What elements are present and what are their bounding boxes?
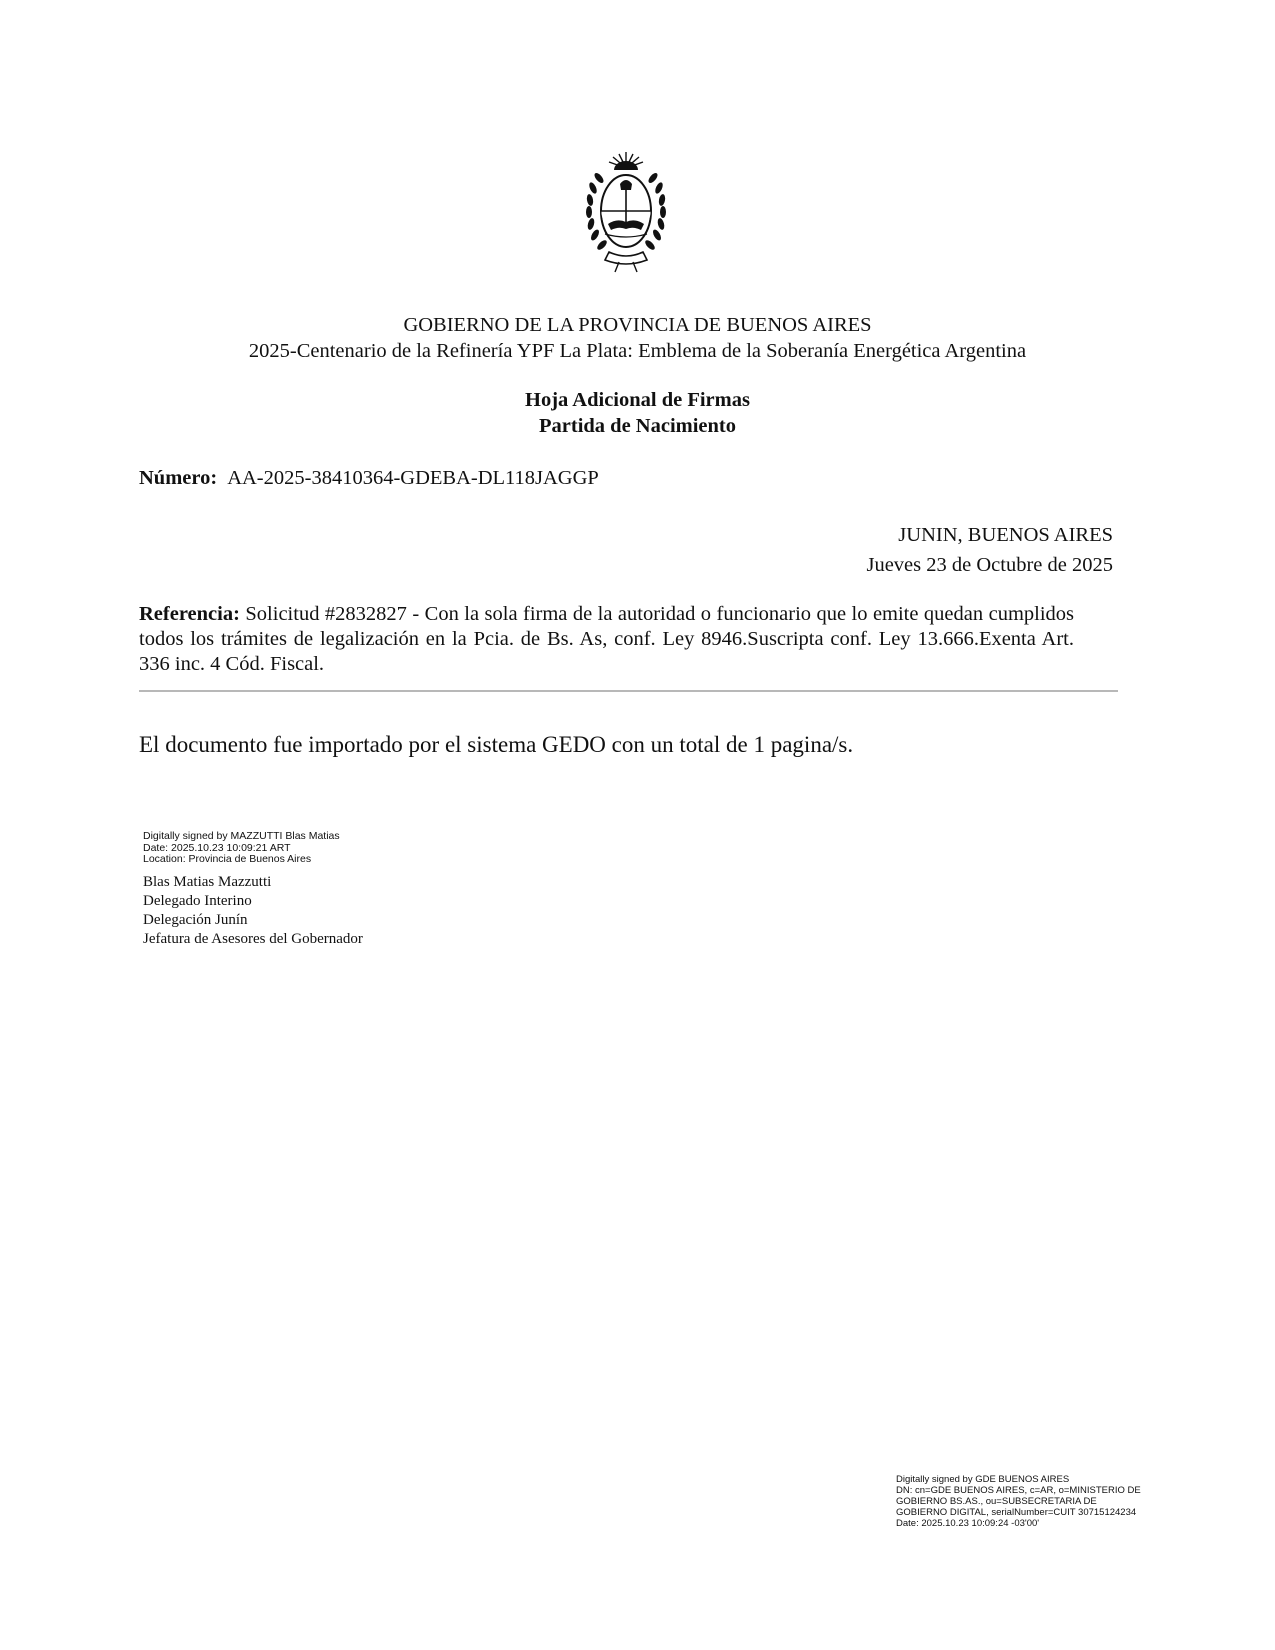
gde-dn-line-1: DN: cn=GDE BUENOS AIRES, c=AR, o=MINISTERIO DE — [896, 1485, 1141, 1496]
government-name: GOBIERNO DE LA PROVINCIA DE BUENOS AIRES — [403, 314, 872, 336]
signer-role: Delegado Interino — [143, 893, 252, 909]
title-line-2: Partida de Nacimiento — [539, 415, 736, 437]
digital-signature-stamp — [143, 831, 340, 866]
signature-date: Date: 2025.10.23 10:09:21 ART — [143, 841, 291, 854]
government-header — [0, 312, 1275, 364]
document-number — [139, 465, 599, 491]
signer-block — [143, 873, 363, 949]
signer-department: Jefatura de Asesores del Gobernador — [143, 931, 363, 947]
number-value: AA-2025-38410364-GDEBA-DL118JAGGP — [227, 467, 599, 489]
title-line-1: Hoja Adicional de Firmas — [525, 389, 750, 411]
reference-label: Referencia: — [139, 603, 240, 625]
divider — [139, 690, 1118, 692]
signer-name: Blas Matias Mazzutti — [143, 874, 272, 890]
gde-dn-line-3: GOBIERNO DIGITAL, serialNumber=CUIT 30715124234 — [896, 1507, 1137, 1518]
place-and-date — [866, 520, 1113, 580]
date: Jueves 23 de Octubre de 2025 — [866, 554, 1113, 576]
reference-text: Solicitud #2832827 - Con la sola firma de la autoridad o funcionario que lo emite quedan cumplidos todos los trámites de legalización en la Pcia. de Bs. As, conf. Ley 8946.Suscripta conf. Ley 13.666.Exenta Art. 336 inc. 4 Cód. Fiscal. — [139, 603, 1075, 675]
signature-location: Location: Provincia de Buenos Aires — [143, 853, 312, 865]
coat-of-arms-seal — [581, 148, 671, 276]
gedo-import-note: El documento fue importado por el sistema GEDO con un total de 1 pagina/s. — [139, 732, 854, 757]
signer-office: Delegación Junín — [143, 912, 248, 928]
gde-signed-by: Digitally signed by GDE BUENOS AIRES — [896, 1474, 1070, 1485]
place: JUNIN, BUENOS AIRES — [898, 524, 1113, 546]
number-label: Número: — [139, 467, 218, 489]
signature-signed-by: Digitally signed by MAZZUTTI Blas Matias — [143, 830, 340, 842]
document-title — [0, 387, 1275, 439]
year-motto: 2025-Centenario de la Refinería YPF La Plata: Emblema de la Soberanía Energética Argentina — [248, 340, 1027, 362]
gde-dn-line-2: GOBIERNO BS.AS., ou=SUBSECRETARIA DE — [896, 1496, 1097, 1507]
reference-paragraph — [139, 602, 1074, 677]
gde-signature-stamp — [896, 1474, 1141, 1529]
gde-date: Date: 2025.10.23 10:09:24 -03'00' — [896, 1518, 1040, 1529]
